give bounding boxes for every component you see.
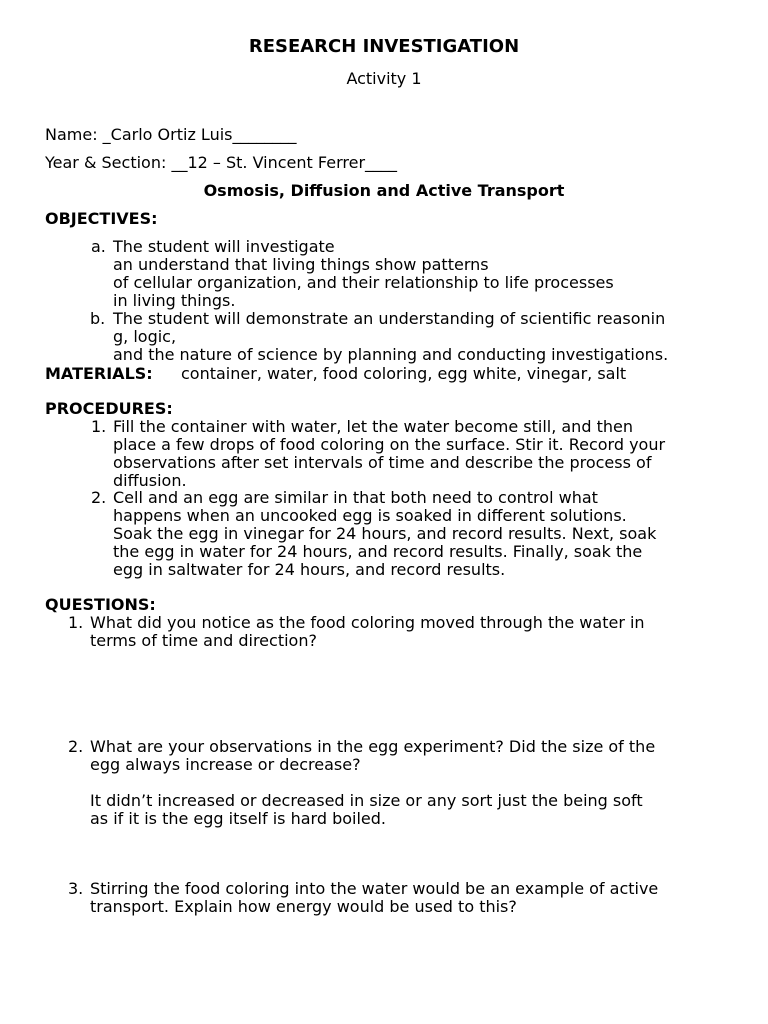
question-3-marker: 3. (68, 879, 84, 898)
objectives-heading: OBJECTIVES: (45, 209, 158, 228)
procedure-2-line: Soak the egg in vinegar for 24 hours, and record results. Next, soak (113, 524, 657, 543)
objective-a-line: in living things. (113, 291, 236, 310)
objective-a-line: an understand that living things show patterns (113, 255, 489, 274)
procedure-1-line: observations after set intervals of time and describe the process of (113, 453, 652, 472)
question-2-marker: 2. (68, 737, 84, 756)
name-line: Name: _Carlo Ortiz Luis________ (45, 125, 297, 144)
procedure-2-line: egg in saltwater for 24 hours, and record results. (113, 560, 506, 579)
objective-a-marker: a. (91, 237, 106, 256)
materials-list: container, water, food coloring, egg white, vinegar, salt (181, 364, 627, 383)
answer-2-line: as if it is the egg itself is hard boiled. (90, 809, 386, 828)
procedure-2-line: happens when an uncooked egg is soaked in different solutions. (113, 506, 627, 525)
procedure-1-marker: 1. (91, 417, 107, 436)
procedures-heading: PROCEDURES: (45, 399, 173, 418)
question-1-line: terms of time and direction? (90, 631, 317, 650)
objective-a-line: The student will investigate (113, 237, 335, 256)
materials-heading: MATERIALS: (45, 364, 153, 383)
activity-label: Activity 1 (346, 69, 422, 88)
objective-b-marker: b. (90, 309, 106, 328)
procedure-1-line: diffusion. (113, 471, 187, 490)
topic-heading: Osmosis, Diffusion and Active Transport (203, 181, 565, 200)
question-2-line: What are your observations in the egg experiment? Did the size of the (90, 737, 656, 756)
procedure-1-line: Fill the container with water, let the water become still, and then (113, 417, 633, 436)
procedure-2-line: Cell and an egg are similar in that both need to control what (113, 488, 598, 507)
question-2-line: egg always increase or decrease? (90, 755, 361, 774)
section-line: Year & Section: __12 – St. Vincent Ferrer____ (45, 153, 398, 172)
question-3-line: Stirring the food coloring into the water would be an example of active (90, 879, 659, 898)
page-title: RESEARCH INVESTIGATION (248, 36, 520, 57)
objective-b-line: and the nature of science by planning and conducting investigations. (113, 345, 669, 364)
question-3-line: transport. Explain how energy would be used to this? (90, 897, 517, 916)
answer-2-line: It didn’t increased or decreased in size or any sort just the being soft (90, 791, 643, 810)
question-1-line: What did you notice as the food coloring moved through the water in (90, 613, 645, 632)
objective-b-line: g, logic, (113, 327, 177, 346)
procedure-1-line: place a few drops of food coloring on the surface. Stir it. Record your (113, 435, 666, 454)
question-1-marker: 1. (68, 613, 84, 632)
objective-b-line: The student will demonstrate an understanding of scientific reasonin (113, 309, 666, 328)
objective-a-line: of cellular organization, and their relationship to life processes (113, 273, 614, 292)
questions-heading: QUESTIONS: (45, 595, 156, 614)
procedure-2-line: the egg in water for 24 hours, and record results. Finally, soak the (113, 542, 643, 561)
procedure-2-marker: 2. (91, 488, 107, 507)
